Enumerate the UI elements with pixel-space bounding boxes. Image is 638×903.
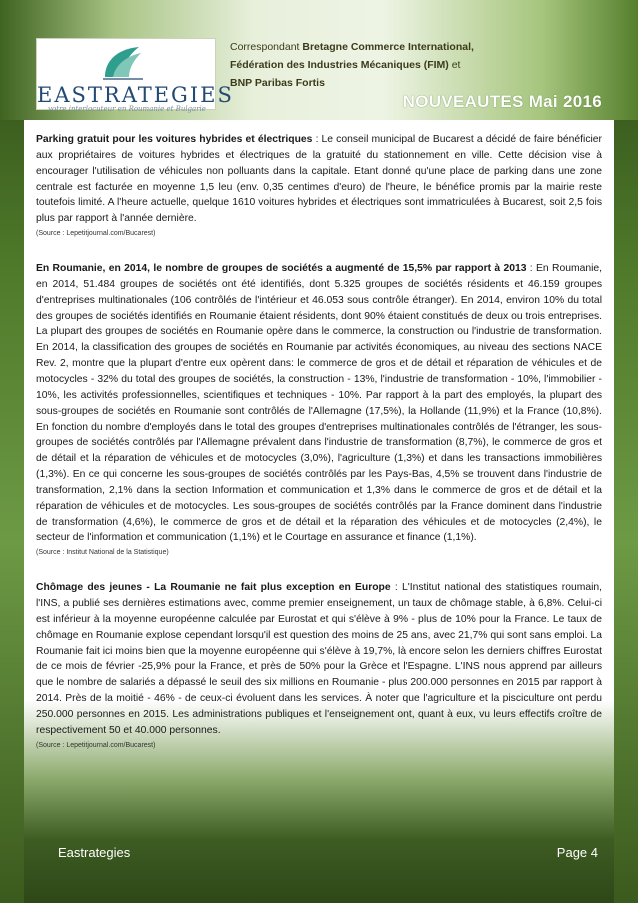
article-body: : L'Institut national des statistiques roumain, l'INS, a publié ses dernières estimations avec, comme premier enseignement, un taux de chômage stable, à 6,8%. Celui-ci est inférieur à la moyenne européenne calculée par Eurostat et qui s'élève à 9% - plus de 10% pour la France. Le taux de chômage en Roumanie explose cependant lorsqu'il est question des moins de 25 ans, avec 21,7% qui sont sans emploi. La Roumanie fait ici moins bien que la moyenne européenne qui s'élève à 19,7%, là encore selon les derniers chiffres Eurostat de ce mois de février -25,9% pour la France, et près de 50% pour la Grèce et l'Espagne. L'INS nous apprend par ailleurs que le nombre de salariés a dépassé le seuil des six millions en Roumanie - plus 200.000 personnes en 2015 par rapport à 2014. Près de la moitié - 46% - de ceux-ci évoluent dans les services. À noter que l'agriculture et la pisciculture ont perdu 250.000 personnes en 2015. Les administrations publiques et l'enseignement ont, quant à eux, vu leurs effectifs croître de respectivement 50 et 40.000 personnes.: [36, 582, 603, 736]
footer-page-number: Page 4: [556, 845, 598, 860]
correspondent-and: et: [451, 59, 461, 71]
newsletter-content: [36, 132, 602, 773]
correspondent-prefix: Correspondant: [230, 41, 300, 53]
logo-tagline: votre interlocuteur en Roumanie et Bulgarie: [48, 105, 206, 113]
issue-title: NOUVEAUTES Mai 2016: [402, 92, 602, 111]
article-body: : En Roumanie, en 2014, 51.484 groupes de sociétés ont été identifiés, dont 5.325 groupes de sociétés résidents et 46.159 groupes d'entreprises multinationales (106 contrôlés de l'intérieur et 46.053 sous contrôle étranger). En 2014, environ 10% du total des groupes de sociétés identifiés en Roumanie étaient résidents, dont 90% étaient constitués de deux ou trois entreprises. La plupart des groupes de sociétés en Roumanie opère dans le commerce, la construction ou l'industrie de transformation. En 2014, la classification des groupes de sociétés en Roumanie par activités économiques, au niveau des sections NACE Rev. 2, montre que la plupart d'entre eux opèrent dans: le commerce de gros et de détail et réparation de véhicules et de motocycles - 32% du total des groupes de sociétés, la construction - 13%, l'industrie de transformation - 10%, l'immobilier - 10%, les activités professionnelles, scientifiques et techniques - 10%. Par rapport à la part des employés, la plupart des sous-groupes de sociétés en Roumanie sont contrôlés de l'Allemagne (17,5%), la Hollande (11,9%) et la France (10,8%). En fonction du nombre d'employés dans le total des groupes d'entreprises multinationales contrôlés de l'étranger, les sous-groupes de sociétés contrôlés par l'Allemagne prévalent dans l'industrie de transformation (8,7%), le commerce de gros et de détail et la réparation de véhicules et de motocycles (3,0%), l'agriculture (1,3%) et dans les transactions immobilières (1,3%). En ce qui concerne les sous-groupes de sociétés contrôlés par les Pays-Bas, 4,5% se trouvent dans l'industrie de transformation, 2,1% dans la section Information et communication et 1,3% dans le commerce de gros et de détail et la réparation de véhicules et de motocycles. Les sous-groupes de sociétés contrôlés par la France dominent dans l'industrie de transformation (4,6%), le commerce de gros et de détail et la réparation des véhicules et de motocycles (2,4%), le secteur de l'information et communication (1,1%) et le Courtage en assurance et finance (1,1%).: [36, 263, 602, 544]
footer-company: Eastrategies: [58, 845, 131, 860]
logo-leaf-icon: [101, 43, 145, 81]
article-chomage: [36, 580, 602, 750]
article-paragraph: [36, 132, 602, 227]
article-paragraph: [36, 580, 602, 738]
correspondent-fim: Fédération des Industries Mécaniques (FIM): [230, 59, 449, 71]
article-source: (Source : Lepetitjournal.com/Bucarest): [36, 230, 156, 238]
article-groupes-societes: [36, 261, 602, 558]
article-heading: En Roumanie, en 2014, le nombre de groupes de sociétés a augmenté de 15,5% par rapport à 2013: [36, 263, 527, 275]
article-heading: Chômage des jeunes - La Roumanie ne fait plus exception en Europe: [36, 582, 391, 594]
company-logo: [36, 38, 234, 113]
logo-text: EASTRATEGIES: [37, 83, 234, 107]
correspondent-bretagne: Bretagne Commerce International,: [302, 41, 474, 53]
article-source: (Source : Lepetitjournal.com/Bucarest): [36, 741, 156, 749]
correspondent-block: [230, 38, 530, 92]
correspondent-bnp: BNP Paribas Fortis: [230, 77, 325, 89]
article-heading: Parking gratuit pour les voitures hybrides et électriques: [36, 134, 313, 145]
article-paragraph: [36, 261, 602, 546]
article-parking: [36, 132, 602, 239]
article-source: (Source : Institut National de la Statistique): [36, 549, 169, 557]
article-body: : Le conseil municipal de Bucarest a décidé de faire bénéficier aux propriétaires de voitures hybrides et électriques de la gratuité du stationnement en ville. Cette décision vise à encourager l'utilisation de véhicules non polluants dans la capitale. Etant donné qu'une place de parking dans une zone centrale est facturée en moyenne 1,5 leu (env. 0,35 centimes d'euro) de l'heure, le bénéfice promis par la mairie reste toutefois limité. A l'heure actuelle, quelque 1610 voitures hybrides et électriques sont immatriculées à Bucarest, soit 2,5 fois plus par rapport à l'année dernière.: [36, 134, 603, 225]
